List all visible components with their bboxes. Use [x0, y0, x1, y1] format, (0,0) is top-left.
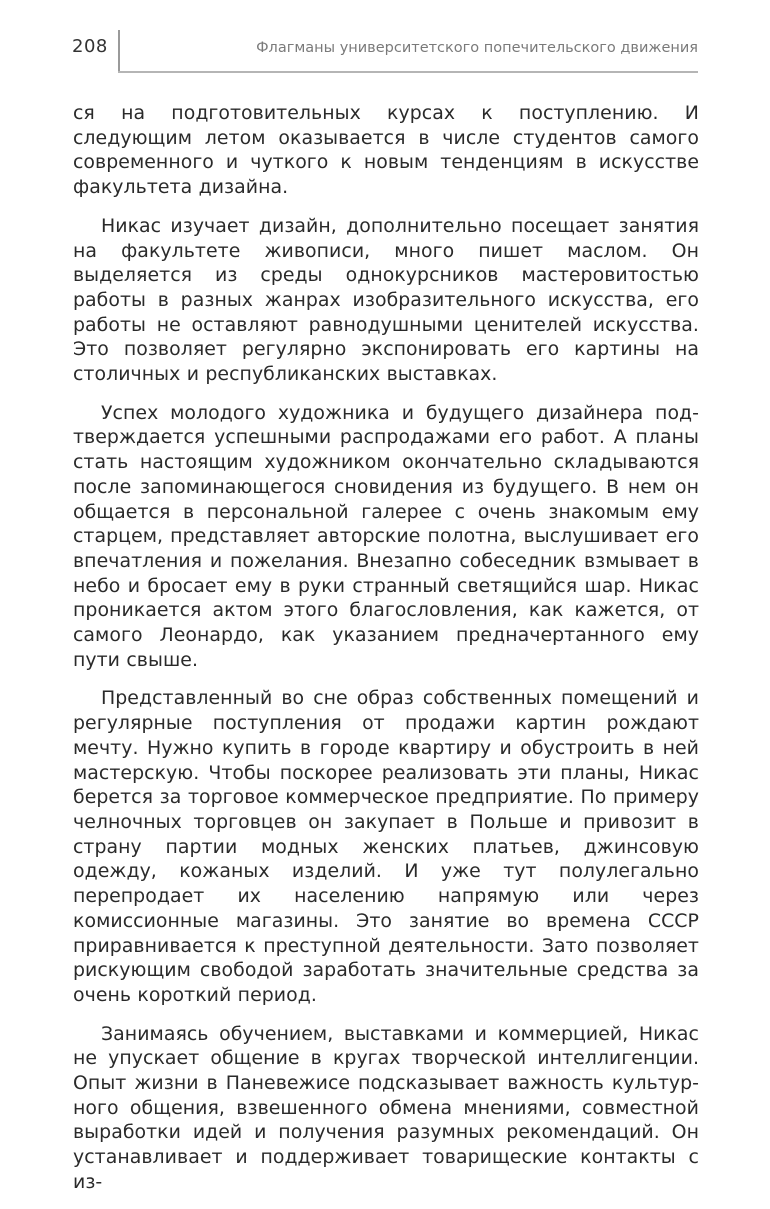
page-number: 208 [72, 36, 108, 57]
paragraph-2: Никас изучает дизайн, дополнительно посещает занятия на факультете живописи, много пишет маслом. Он выделяется из среды однокурсников мастеровитостью работы в разных жанрах изобразительного искусства, его работы не оставляют равнодушными ценителей искусства. Это позволяет регулярно экспонировать его картины на столичных и республиканских выставках. [73, 214, 699, 386]
body-text [73, 101, 699, 1209]
paragraph-4: Представленный во сне образ собственных помещений и регулярные поступления от продажи картин рождают мечту. Нужно купить в городе квартиру и обустроить в ней мастерскую. Чтобы поскорее реализовать эти планы, Никас берется за торговое коммерческое предприятие. По примеру челночных торговцев он закупает в Польше и привозит в страну партии модных женских платьев, джинсовую одежду, кожаных изделий. И уже тут полулегально перепродает их населению напрямую или через комиссионные магазины. Это занятие во времена СССР приравнивается к преступной деятельности. Зато позволяет рискующим свободой заработать значительные средства за очень короткий период. [73, 687, 699, 1006]
page-header [0, 0, 770, 82]
header-divider [118, 30, 120, 72]
header-rule [118, 71, 698, 73]
paragraph-3: Успех молодого художника и будущего дизайнера подтверждается успешными распродажами его работ. А планы стать настоящим художником окончательно складываются после запоминающегося сновидения из будущего. В нем он общается в персональной галерее с очень знакомым ему старцем, представляет авторские полотна, выслушивает его впечатления и пожелания. Внезапно собеседник взмывает в небо и бросает ему в руки странный светящийся шар. Никас проникается актом этого благословления, как кажется, от самого Леонардо, как указанием предначертанного ему пути свыше. [73, 401, 699, 671]
running-title: Флагманы университетского попечительского движения [256, 40, 698, 56]
paragraph-5: Занимаясь обучением, выставками и коммерцией, Никас не упускает общение в кругах творческой интеллигенции. Опыт жизни в Паневежисе подсказывает важность культурного общения, взвешенного обмена мнениями, совместной выработки идей и получения разумных рекомендаций. Он устанавливает и поддерживает товарищеские контакты с из- [73, 1022, 699, 1193]
paragraph-1: ся на подготовительных курсах к поступлению. И следующим летом оказывается в числе студентов самого современного и чуткого к новым тенденциям в искусстве факультета дизайна. [73, 102, 699, 199]
